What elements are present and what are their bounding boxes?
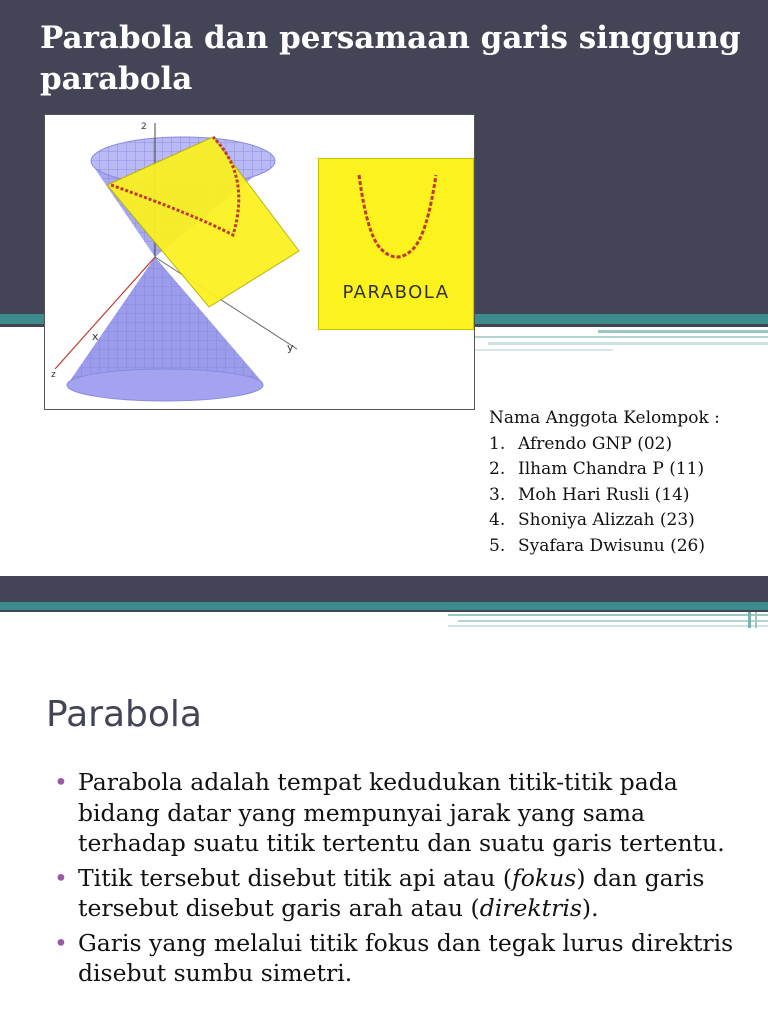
member-item	[489, 432, 759, 458]
axis-label-top: 2	[141, 122, 147, 132]
members-section	[489, 406, 759, 559]
member-number: 5.	[489, 535, 506, 556]
section-title: Parabola	[46, 694, 202, 735]
member-number: 2.	[489, 459, 506, 479]
bullet-text: Garis yang melalui titik fokus dan tegak lurus direktris disebut sumbu simetri.	[78, 928, 734, 987]
members-list	[489, 432, 759, 560]
axis-label-z: z	[51, 370, 56, 380]
member-name: Ilham Chandra P (11)	[518, 459, 705, 479]
axis-label-y: y	[287, 341, 294, 354]
bullet-item	[54, 928, 754, 989]
member-name: Shoniya Alizzah (23)	[518, 510, 695, 530]
bullet-list	[54, 767, 754, 993]
bullet-dot-icon: •	[54, 863, 68, 892]
bullet-text: ).	[581, 894, 599, 922]
member-number: 4.	[489, 510, 506, 530]
bullet-italic-term: direktris	[479, 894, 582, 922]
bullet-dot-icon: •	[54, 768, 68, 796]
header-band	[0, 576, 768, 602]
content-slide	[0, 576, 768, 1024]
member-item	[489, 534, 759, 560]
parabola-curve-icon	[319, 159, 473, 329]
members-heading: Nama Anggota Kelompok :	[489, 408, 720, 428]
slide-title: Parabola dan persamaan garis singgung parabola	[40, 20, 741, 97]
member-item	[489, 483, 759, 509]
member-number: 3.	[489, 484, 506, 505]
member-name: Syafara Dwisunu (26)	[518, 535, 705, 556]
teal-accent-band	[0, 602, 768, 610]
bullet-text: ) dan garis tersebut disebut garis arah atau (	[78, 863, 705, 922]
decorative-stripes	[448, 612, 768, 630]
parabola-card	[318, 158, 474, 330]
parabola-card-label: PARABOLA	[342, 282, 450, 303]
axis-label-x: x	[92, 330, 99, 343]
bullet-item	[54, 767, 754, 859]
bullet-text: Parabola adalah tempat kedudukan titik-titik pada bidang datar yang mempunyai jarak yang sama terhadap suatu titik tertentu dan suatu garis tertentu.	[78, 768, 725, 857]
member-name: Moh Hari Rusli (14)	[518, 484, 690, 505]
bullet-text: Titik tersebut disebut titik api atau (	[78, 863, 513, 892]
member-number: 1.	[489, 433, 506, 454]
bullet-dot-icon: •	[54, 928, 68, 957]
bullet-italic-term: fokus	[512, 863, 577, 892]
decorative-stripes	[448, 326, 768, 356]
bullet-item	[54, 863, 754, 924]
member-item	[489, 508, 759, 534]
member-item	[489, 457, 759, 483]
member-name: Afrendo GNP (02)	[518, 433, 673, 454]
